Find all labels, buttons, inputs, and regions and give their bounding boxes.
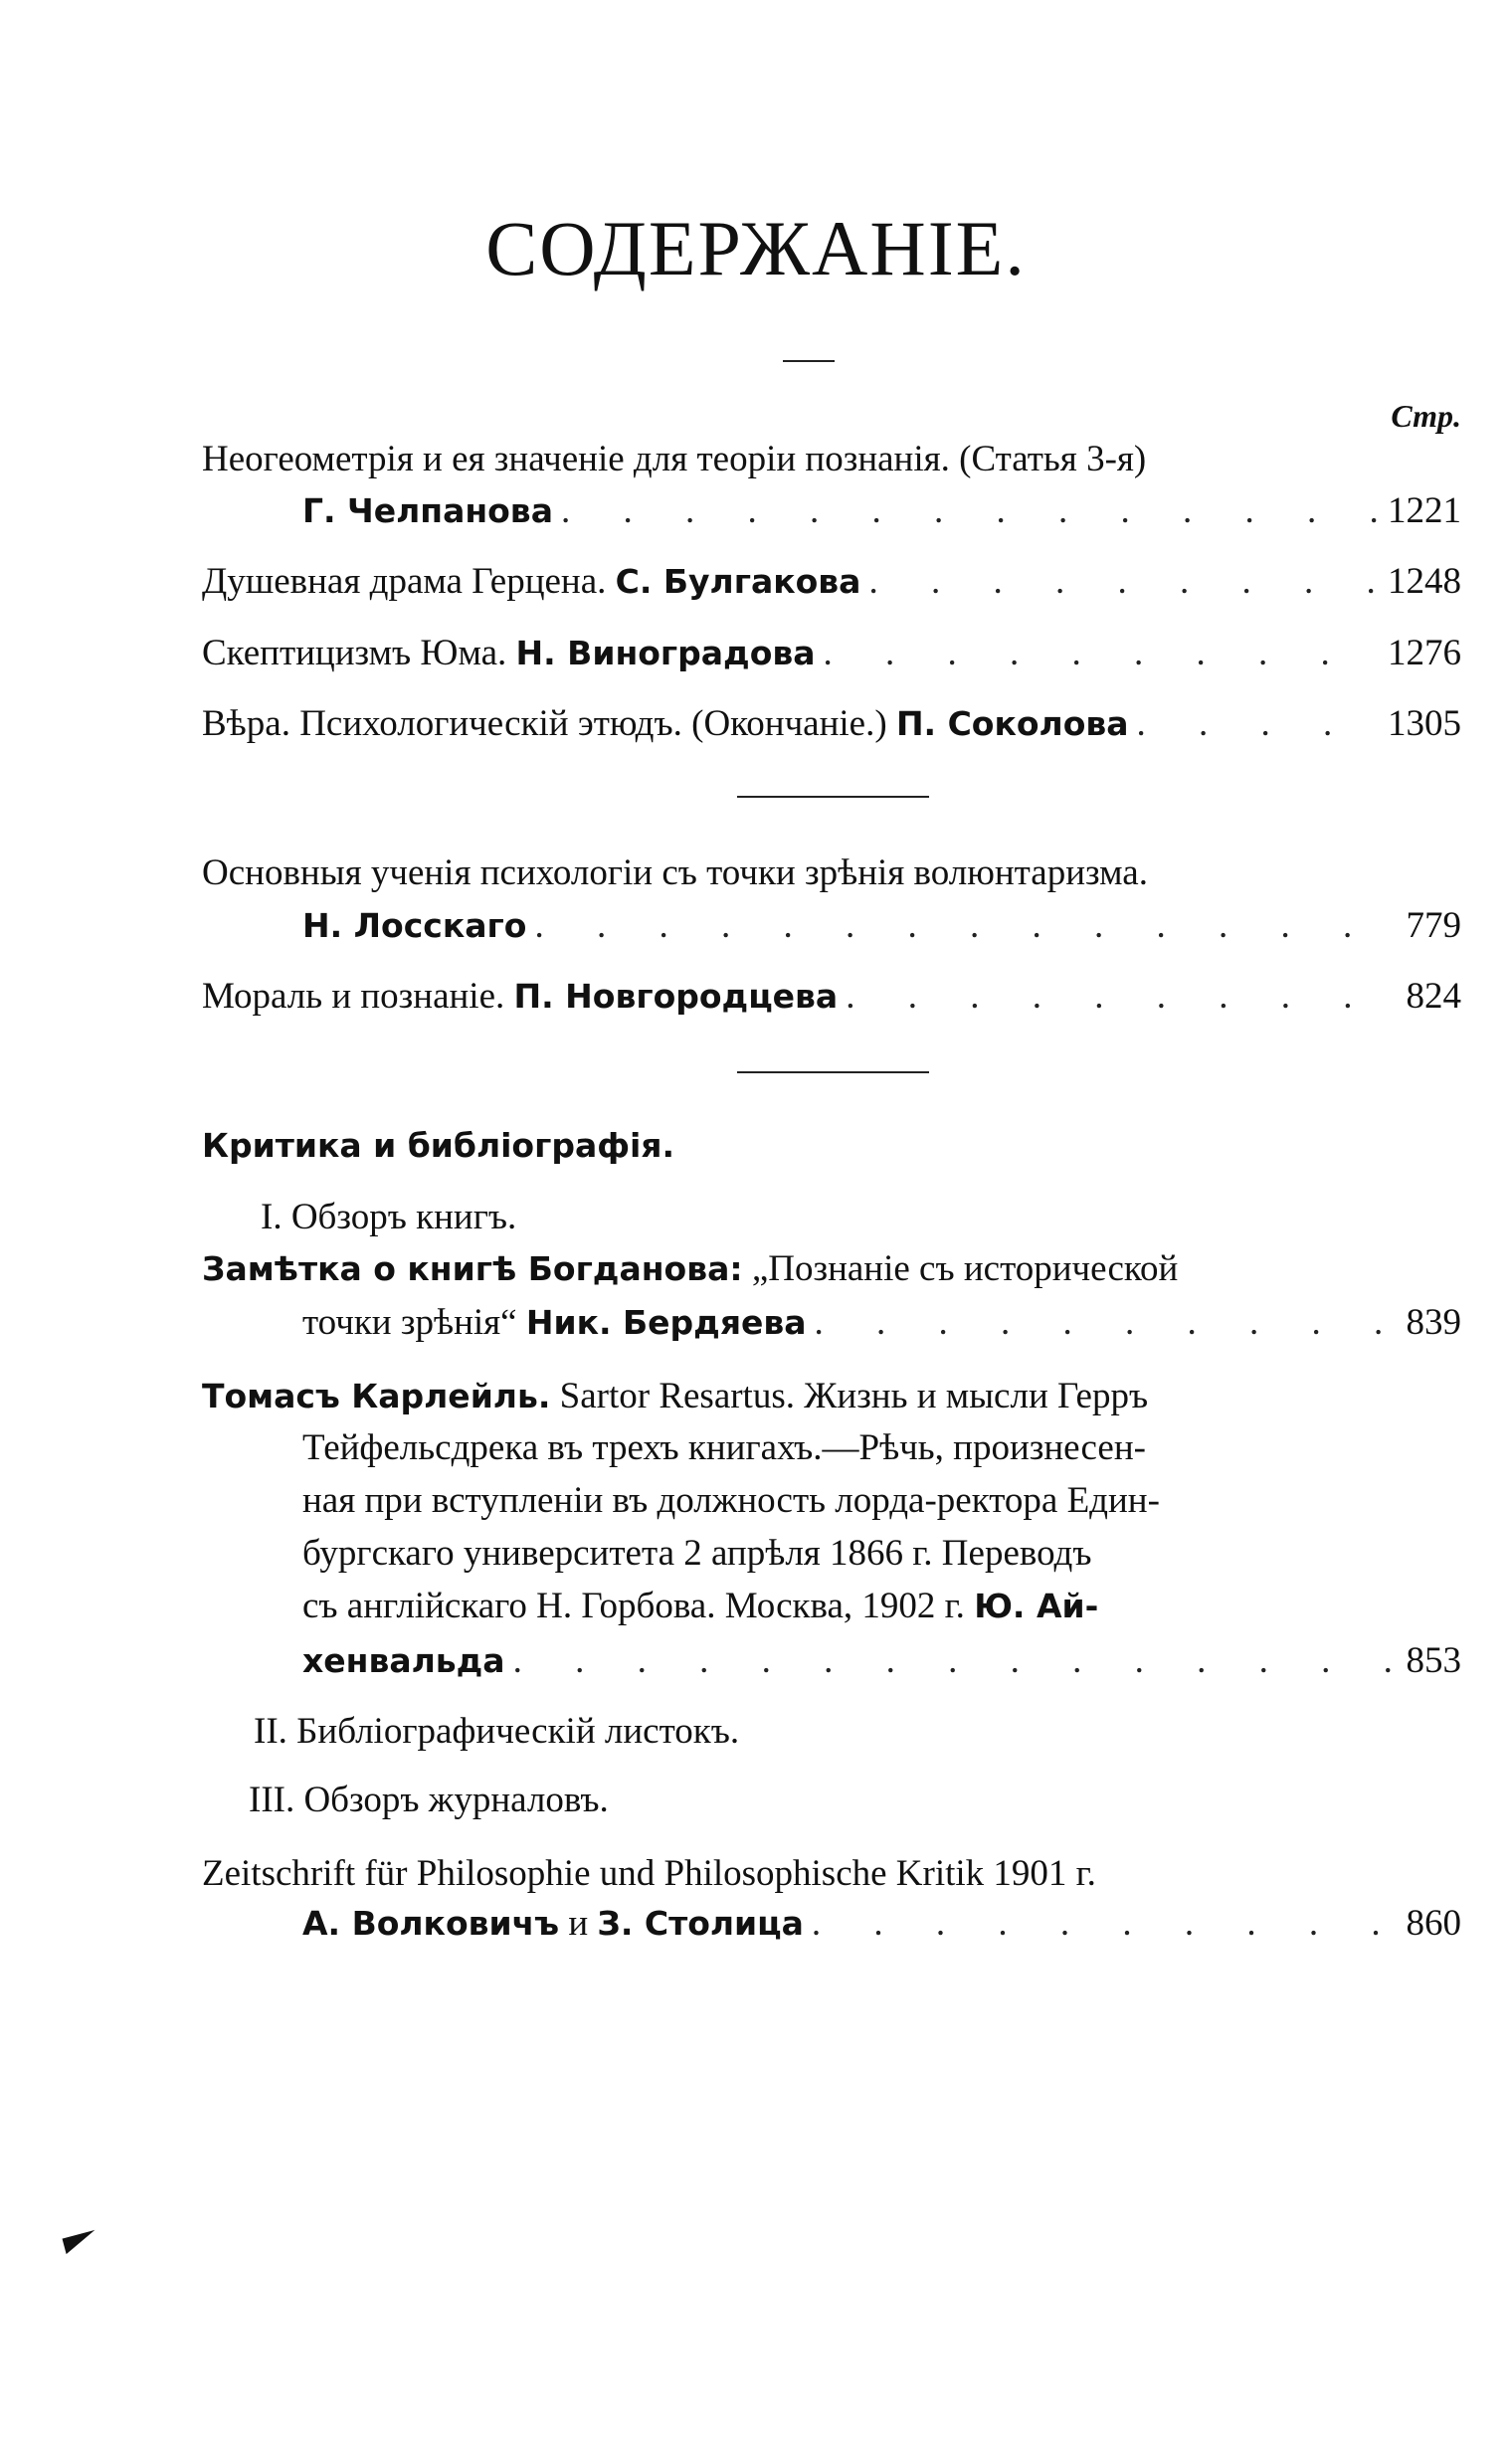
subsection-heading: I. Обзоръ книгъ. [261, 1197, 517, 1237]
entry-text: точки зрѣнія“ [302, 1302, 517, 1343]
toc-entry[interactable] [302, 485, 1461, 537]
page-number: 824 [1406, 976, 1461, 1017]
section-heading: Критика и библіографія. [202, 1126, 675, 1165]
author: Н. Виноградова [515, 634, 816, 672]
page-number: 1221 [1388, 490, 1461, 531]
entry-text: „Познаніе съ исторической [751, 1248, 1179, 1289]
toc-entry[interactable] [302, 1297, 1461, 1349]
page-number: 839 [1406, 1302, 1461, 1343]
author: Ю. Ай- [974, 1587, 1099, 1625]
author: П. Соколова [895, 704, 1129, 743]
subsection-heading: II. Библіографическій листокъ. [254, 1711, 740, 1752]
dot-leader [815, 1297, 1399, 1349]
author: Г. Челпанова [302, 491, 553, 530]
toc-entry-title [202, 1243, 1178, 1295]
entry-bold: Замѣтка о книгѣ Богданова: [202, 1249, 743, 1288]
toc-entry[interactable] [302, 1898, 1461, 1950]
author: Ник. Бердяева [525, 1303, 807, 1342]
entry-title: Мораль и познаніе. [202, 976, 505, 1017]
entry-bold: Томасъ Карлейль. [202, 1377, 551, 1415]
page-number: 779 [1406, 905, 1461, 946]
divider [783, 360, 835, 362]
subsection-heading: III. Обзоръ журналовъ. [249, 1780, 609, 1820]
author: П. Новгородцева [513, 977, 839, 1016]
divider [737, 1071, 929, 1073]
entry-title: Вѣра. Психологическій этюдъ. (Окончаніе.) [202, 703, 887, 744]
entry-title: Душевная драма Герцена. [202, 561, 607, 602]
author: А. Волковичъ [302, 1904, 560, 1943]
entry-text [302, 1581, 1098, 1632]
page-title: СОДЕРЖАНІЕ. [485, 205, 1027, 291]
entry-text: Тейфельсдрека въ трехъ книгахъ.—Рѣчь, произнесен- [302, 1427, 1146, 1468]
page-number: 1248 [1388, 561, 1461, 602]
page-number: 1305 [1388, 703, 1461, 744]
conjunction: и [568, 1903, 589, 1944]
toc-entry[interactable] [202, 971, 1461, 1023]
toc-entry[interactable] [202, 556, 1461, 608]
scan-mark [63, 2230, 99, 2254]
toc-entry[interactable] [202, 698, 1461, 750]
author: Н. Лосскаго [302, 906, 527, 945]
toc-entry-title: Основныя ученія психологіи съ точки зрѣнія волюнтаризма. [202, 852, 1148, 893]
toc-entry-title: Неогеометрія и ея значеніе для теоріи познанія. (Статья 3-я) [202, 439, 1147, 479]
entry-text: ная при вступленіи въ должность лорда-ректора Един- [302, 1480, 1160, 1521]
entry-text: Sartor Resartus. Жизнь и мысли Герръ [559, 1376, 1149, 1416]
dot-leader [561, 485, 1380, 537]
toc-entry[interactable] [302, 900, 1461, 952]
toc-entry[interactable] [302, 1635, 1461, 1687]
divider [737, 796, 929, 798]
dot-leader [846, 971, 1398, 1023]
dot-leader [824, 628, 1380, 679]
dot-leader [812, 1898, 1399, 1950]
entry-title: Скептицизмъ Юма. [202, 633, 507, 673]
page-number: 1276 [1388, 633, 1461, 673]
dot-leader [868, 556, 1380, 608]
entry-text-line: съ англійскаго Н. Горбова. Москва, 1902 г. [302, 1586, 965, 1626]
page-number: 860 [1406, 1903, 1461, 1944]
page-column-label: Стр. [1391, 398, 1461, 434]
toc-entry[interactable] [202, 628, 1461, 679]
toc-entry-title: Zeitschrift für Philosophie und Philosophische Kritik 1901 г. [202, 1853, 1096, 1894]
author: З. Столица [597, 1904, 804, 1943]
entry-text: бургскаго университета 2 апрѣля 1866 г. Переводъ [302, 1533, 1092, 1574]
page-number: 853 [1406, 1640, 1461, 1681]
toc-entry-title [202, 1371, 1148, 1422]
dot-leader [534, 900, 1398, 952]
author: С. Булгакова [615, 562, 861, 601]
dot-leader [513, 1635, 1399, 1687]
dot-leader [1137, 698, 1380, 750]
author: хенвальда [302, 1641, 505, 1680]
